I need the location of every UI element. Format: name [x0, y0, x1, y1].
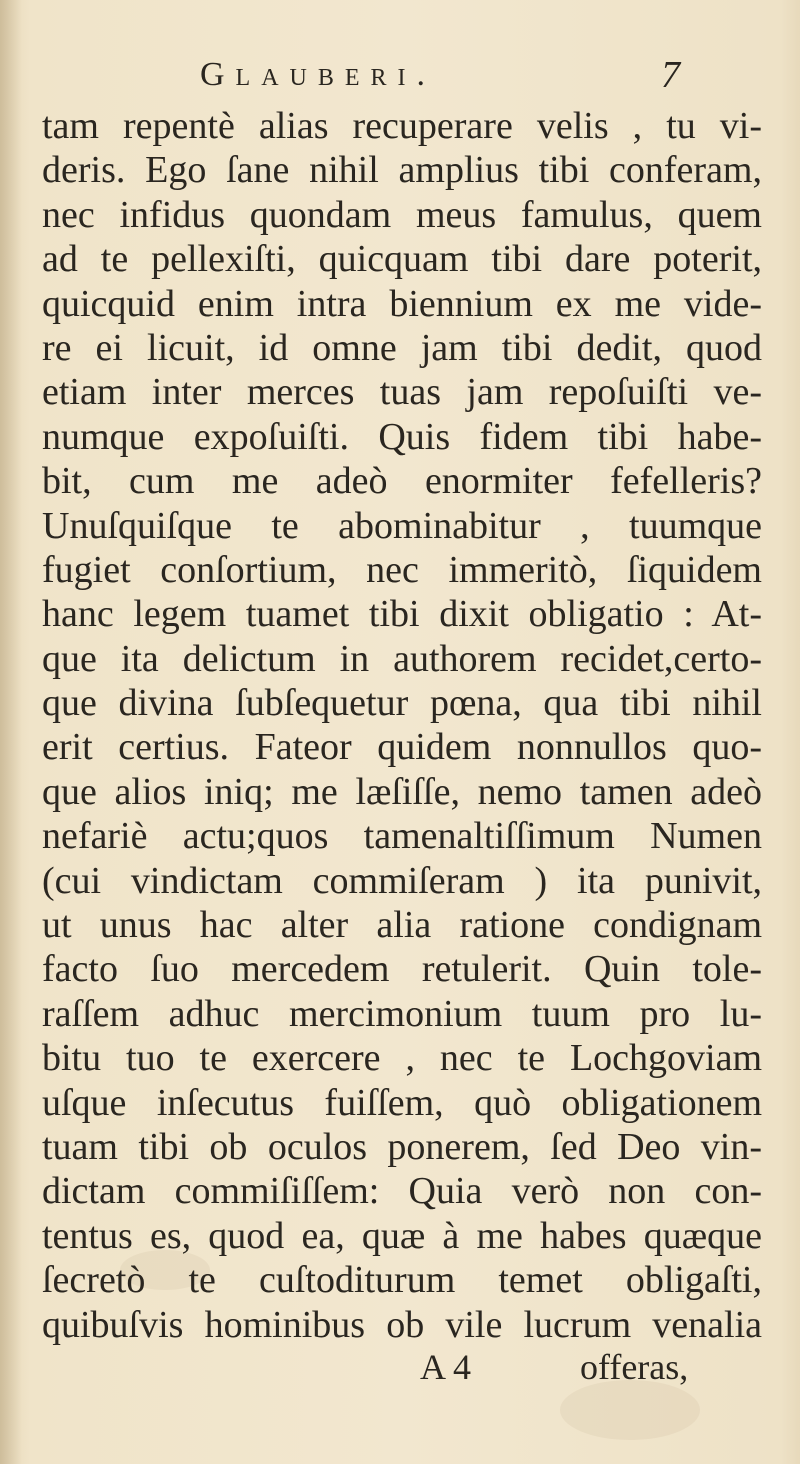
text-line: hanc legem tuamet tibi dixit obligatio : At-	[42, 593, 762, 636]
text-line: quibuſvis hominibus ob vile lucrum venalia	[42, 1303, 762, 1346]
text-line: quicquid enim intra biennium ex me vide-	[42, 282, 762, 325]
text-line: tuam tibi ob oculos ponerem, ſed Deo vin-	[42, 1125, 762, 1168]
signature-mark: A 4	[420, 1347, 472, 1387]
page-number: 7	[661, 54, 680, 96]
text-line: nefariè actu;quos tamenaltiſſimum Numen	[42, 815, 762, 858]
text-line: ut unus hac alter alia ratione condignam	[42, 904, 762, 947]
text-line: fugiet conſortium, nec immeritò, ſiquidem	[42, 548, 762, 591]
page-header	[200, 50, 680, 100]
text-line: ſecretò te cuſtoditurum temet obligaſti,	[42, 1259, 762, 1302]
text-line: tentus es, quod ea, quæ à me habes quæque	[42, 1214, 762, 1257]
text-line: tam repentè alias recuperare velis , tu vi-	[42, 105, 762, 147]
binding-shadow	[0, 0, 22, 1464]
running-head: Glauberi.	[200, 56, 437, 93]
text-line: re ei licuit, id omne jam tibi dedit, quod	[42, 326, 762, 369]
body-text	[42, 104, 762, 1347]
text-line: etiam inter merces tuas jam repoſuiſti ve-	[42, 371, 762, 414]
text-line: raſſem adhuc mercimonium tuum pro lu-	[42, 992, 762, 1035]
text-line: nec infidus quondam meus famulus, quem	[42, 193, 762, 236]
text-line: bitu tuo te exercere , nec te Lochgoviam	[42, 1037, 762, 1080]
text-line: bit, cum me adeò enormiter fefelleris?	[42, 460, 762, 503]
text-line: que ita delictum in authorem recidet,certo-	[42, 637, 762, 680]
text-line: deris. Ego ſane nihil amplius tibi conferam,	[42, 149, 762, 192]
text-line: uſque inſecutus fuiſſem, quò obligationem	[42, 1081, 762, 1124]
catchword: offeras,	[580, 1347, 689, 1387]
text-line: dictam commiſiſſem: Quia verò non con-	[42, 1170, 762, 1213]
text-line: facto ſuo mercedem retulerit. Quin tole-	[42, 948, 762, 991]
text-line: erit certius. Fateor quidem nonnullos quo-	[42, 726, 762, 769]
text-line: que divina ſubſequetur pœna, qua tibi nihil	[42, 682, 762, 725]
text-line: que alios iniq; me læſiſſe, nemo tamen adeò	[42, 770, 762, 813]
text-line: Unuſquiſque te abominabitur , tuumque	[42, 504, 762, 547]
text-line: (cui vindictam commiſeram ) ita punivit,	[42, 859, 762, 902]
text-line: numque expoſuiſti. Quis fidem tibi habe-	[42, 415, 762, 458]
page-footer	[0, 1342, 800, 1392]
text-line: ad te pellexiſti, quicquam tibi dare poterit,	[42, 238, 762, 281]
